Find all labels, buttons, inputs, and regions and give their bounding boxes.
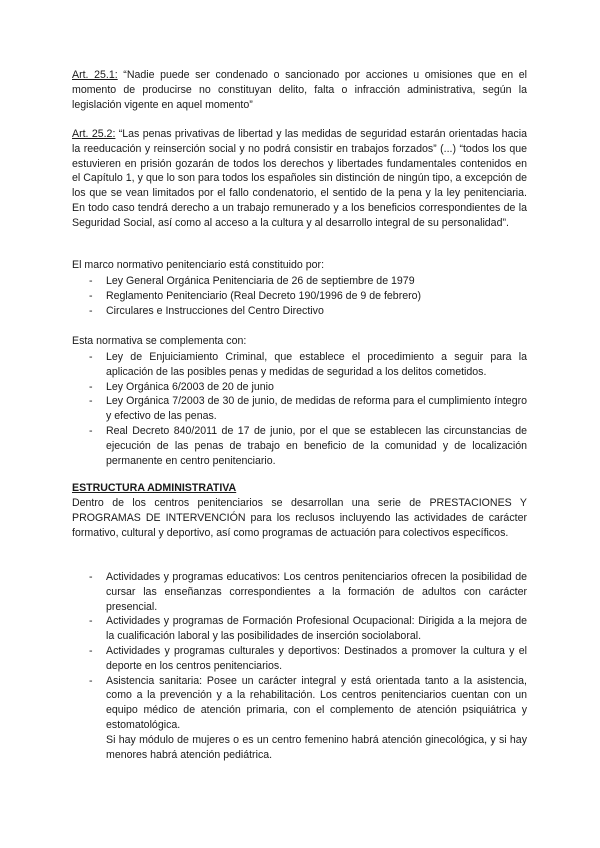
estructura-heading xyxy=(72,481,527,496)
list-item: - Circulares e Instrucciones del Centro Directivo xyxy=(72,304,527,319)
asistencia-text: Asistencia sanitaria: Posee un carácter integral y está orientada tanto a la asistencia, como a la prevención y a la rehabilitación. Los centros penitenciarios cuentan con un equipo médico de atención primaria, con el complemento de atención psiquiátrica y estomatológica. xyxy=(106,674,527,731)
list-item: - Actividades y programas culturales y deportivos: Destinados a promover la cultura y el deporte en los centros penitenciarios. xyxy=(72,644,527,674)
asistencia-extra: Si hay módulo de mujeres o es un centro femenino habrá atención ginecológica, y si hay menores habrá atención pediátrica. xyxy=(106,733,527,761)
art-25-1-text: “Nadie puede ser condenado o sancionado por acciones u omisiones que en el momento de producirse no constituyan delito, falta o infracción administrativa, según la legislación vigente en aquel momento” xyxy=(72,69,527,111)
complementa-list xyxy=(72,350,527,468)
complementa-intro: Esta normativa se complementa con: xyxy=(72,335,247,347)
estructura-text: Dentro de los centros penitenciarios se desarrollan una serie de PRESTACIONES Y PROGRAMAS DE INTERVENCIÓN para los reclusos incluyendo las actividades de carácter formativo, cultural y deportivo, así como programas de actuación para colectivos específicos. xyxy=(72,497,527,539)
art-25-2-label: Art. 25.2: xyxy=(72,128,116,140)
list-item: - Actividades y programas de Formación Profesional Ocupacional: Dirigida a la mejora de la cualificación laboral y las posibilidades de inserción sociolaboral. xyxy=(72,614,527,644)
list-item: - Reglamento Penitenciario (Real Decreto 190/1996 de 9 de febrero) xyxy=(72,289,527,304)
list-item: - Ley de Enjuiciamiento Criminal, que establece el procedimiento a seguir para la aplicación de las posibles penas y medidas de seguridad a los delitos cometidos. xyxy=(72,350,527,380)
marco-list xyxy=(72,274,527,318)
list-item: - Ley Orgánica 6/2003 de 20 de junio xyxy=(72,380,527,395)
list-item: - Real Decreto 840/2011 de 17 de junio, por el que se establecen las circunstancias de ejecución de las penas de trabajo en beneficio de la comunidad y de localización permanente en centro penitenciario. xyxy=(72,424,527,468)
list-item: - Actividades y programas educativos: Los centros penitenciarios ofrecen la posibilidad de cursar las enseñanzas correspondientes a la formación de adultos con carácter presencial. xyxy=(72,570,527,614)
programas-list xyxy=(72,570,527,762)
list-item xyxy=(72,674,527,763)
list-item: - Ley Orgánica 7/2003 de 30 de junio, de medidas de reforma para el cumplimiento íntegro y efectivo de las penas. xyxy=(72,394,527,424)
list-item: - Ley General Orgánica Penitenciaria de 26 de septiembre de 1979 xyxy=(72,274,527,289)
art-25-2-text: “Las penas privativas de libertad y las medidas de seguridad estarán orientadas hacia la reeducación y reinserción social y no podrá consistir en trabajos forzados” (...) “todos los que estuvieren en prisión gozarán de todos los derechos y libertades fundamentales contenidos en el Capítulo 1, y que lo son para todos los españoles sin distinción de ningún tipo, a excepción de los que se vean limitados por el fallo condenatorio, el sentido de la pena y la ley penitenciaria. En todo caso tendrá derecho a un trabajo remunerado y a los beneficios correspondientes de la Seguridad Social, así como al acceso a la cultura y al desarrollo integral de su personalidad”. xyxy=(72,128,527,229)
section-heading: ESTRUCTURA ADMINISTRATIVA xyxy=(72,482,237,494)
art-25-1-label: Art. 25.1: xyxy=(72,69,118,81)
art-25-2-paragraph xyxy=(72,127,527,231)
marco-intro: El marco normativo penitenciario está constituido por: xyxy=(72,259,325,271)
art-25-1-paragraph xyxy=(72,68,527,112)
